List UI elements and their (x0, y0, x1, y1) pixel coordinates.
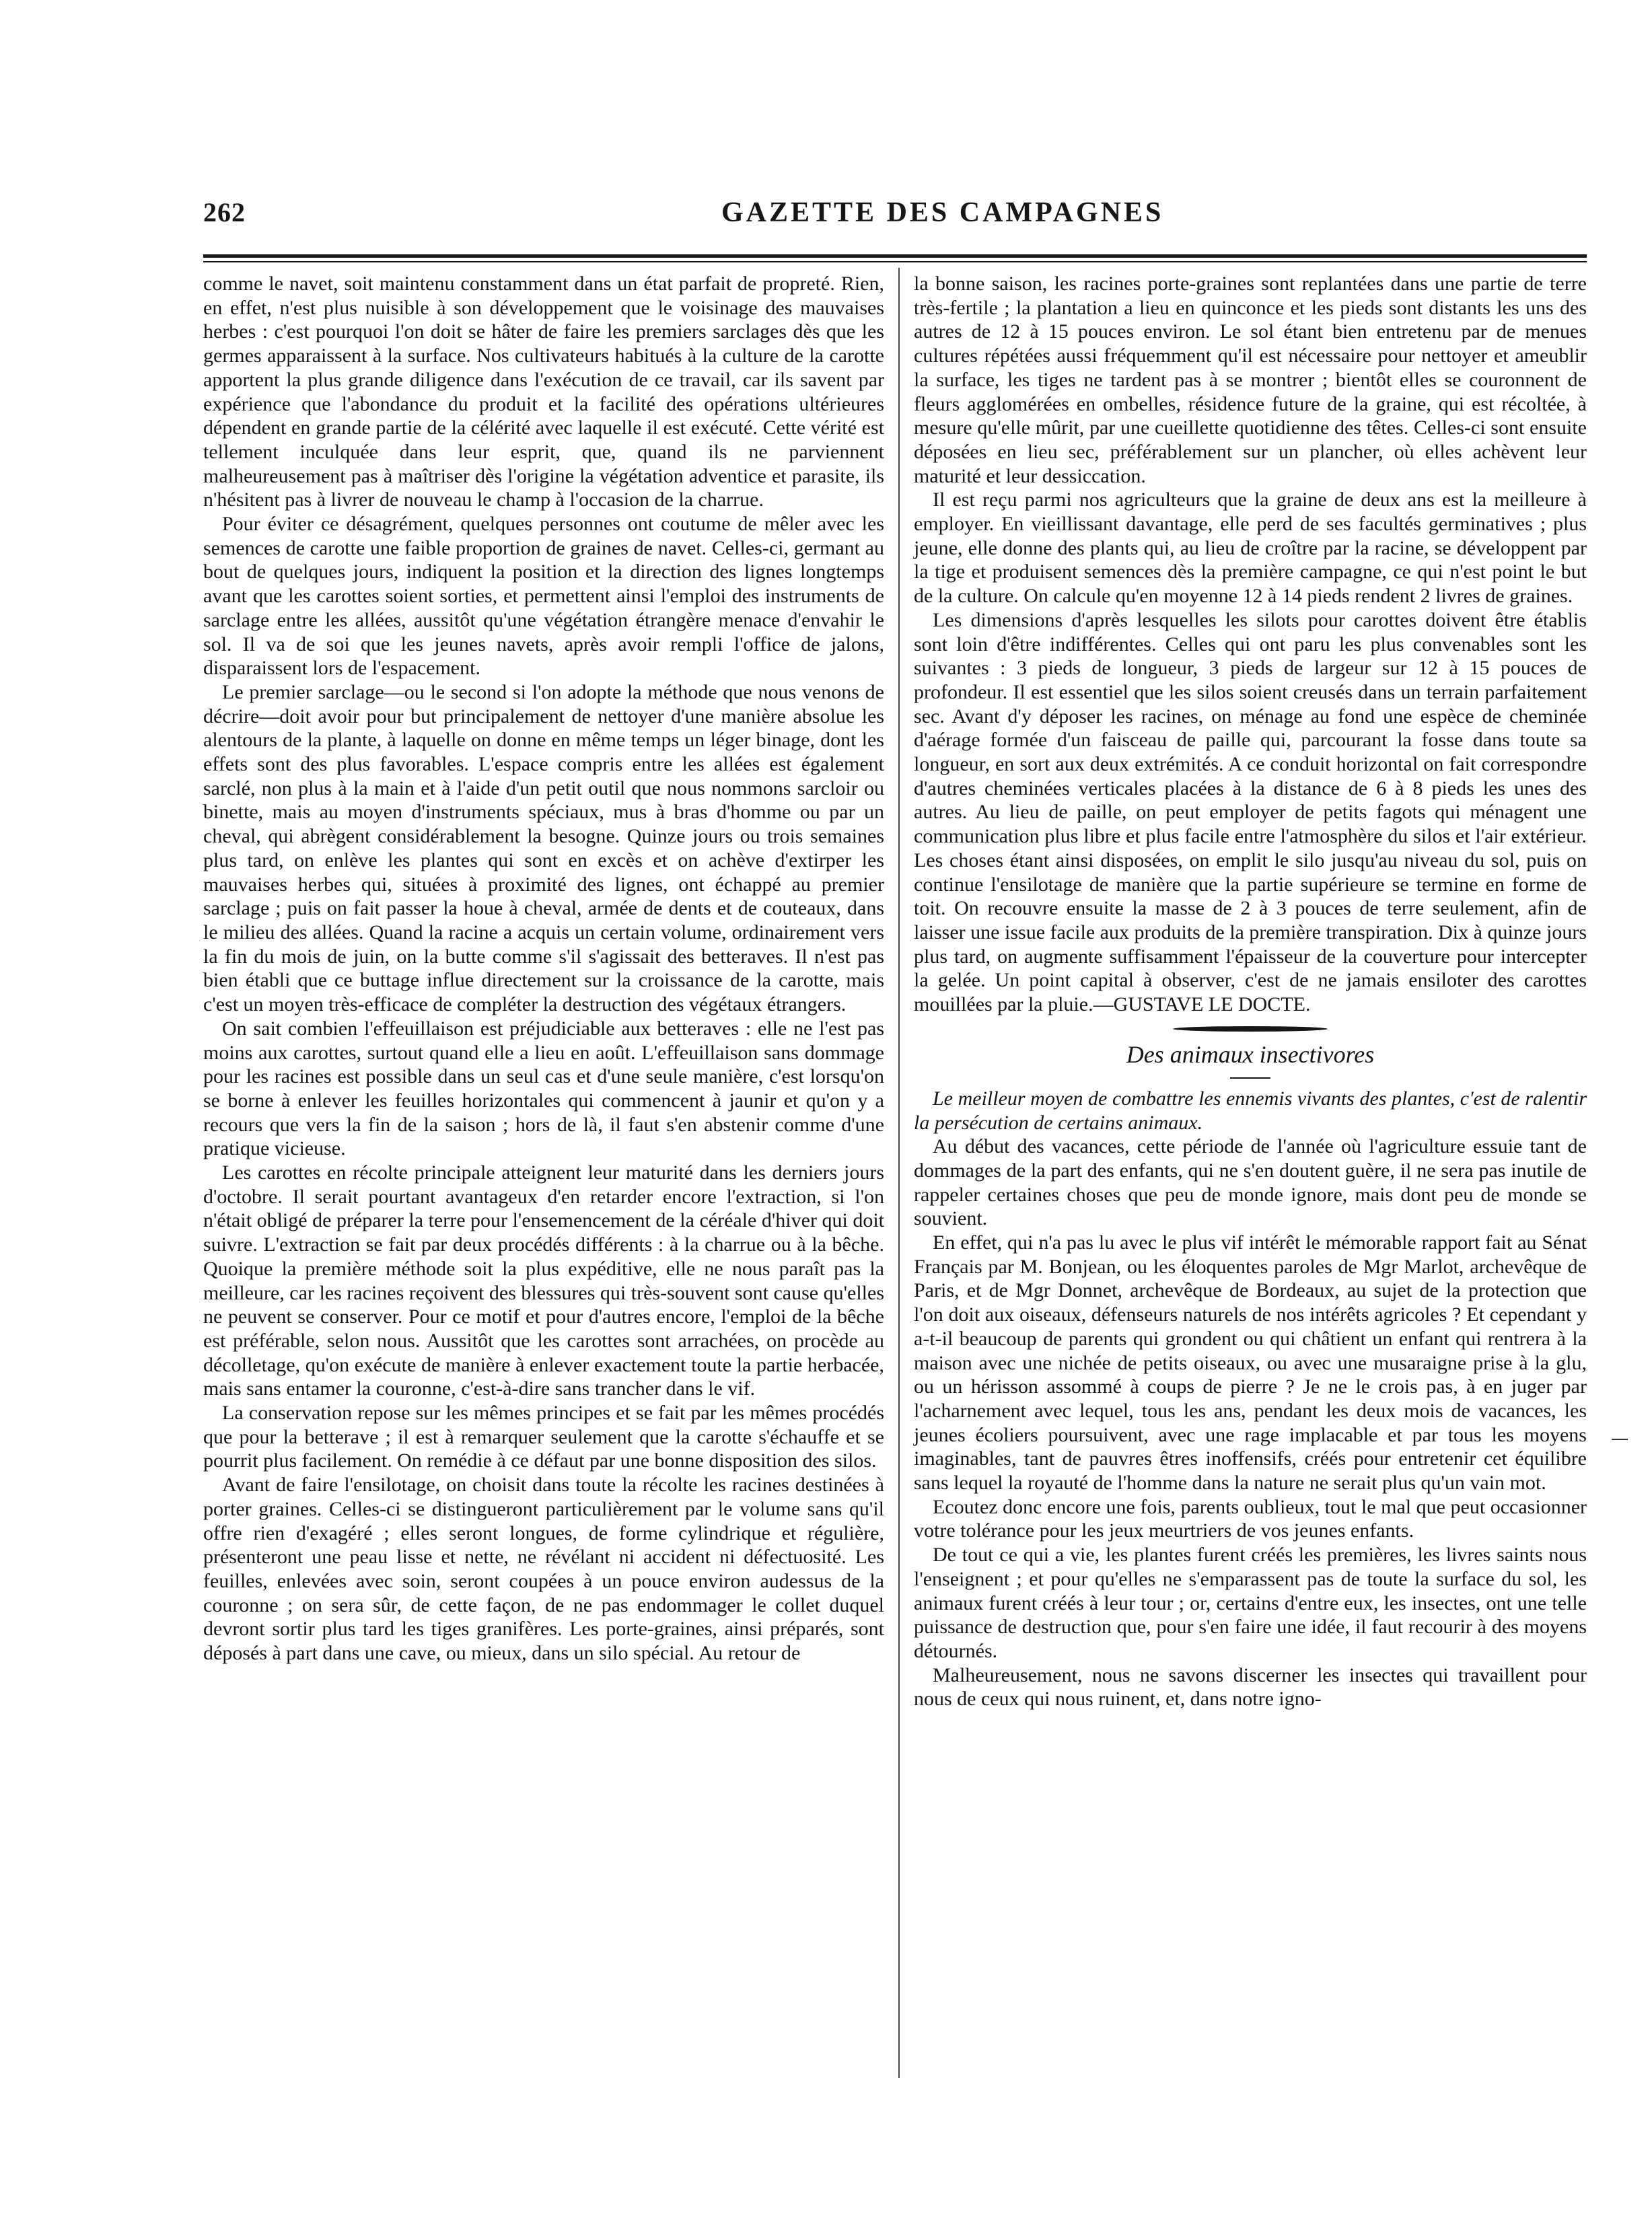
right-paragraph-1: la bonne saison, les racines porte-graines sont replantées dans une partie de terre très-fertile ; la plantation a lieu en quinconce et les pieds sont distants les uns des autres de 12 à 15 pouces environ. Le sol étant bien entretenu par de menues cultures répétées aussi fréquemment qu'il est nécessaire pour nettoyer et ameublir la surface, les tiges ne tardent pas à se montrer ; bientôt elles se couronnent de fleurs agglomérées en ombelles, résidence future de la graine, qui est récoltée, à mesure qu'elle mûrit, par une cueillette quotidienne des têtes. Celles-ci sont ensuite déposées en lieu sec, préférablement sur un plancher, où elles achèvent leur maturité et leur dessiccation. (914, 273, 1587, 487)
right-paragraph-2: Il est reçu parmi nos agriculteurs que la graine de deux ans est la meilleure à employer. En vieillissant davantage, elle perd de ses facultés germinatives ; plus jeune, elle donne des plants qui, au lieu de croître par la racine, se développent par la tige et produisent semences dès la première campagne, ce qui n'est point le but de la culture. On calcule qu'en moyenne 12 à 14 pieds rendent 2 livres de graines. (914, 489, 1587, 608)
epigraph: Le meilleur moyen de combattre les ennemis vivants des plantes, c'est de ralentir la persécution de certains animaux. (914, 1087, 1587, 1134)
right-paragraph-6: Ecoutez donc encore une fois, parents oublieux, tout le mal que peut occasionner votre tolérance pour les jeux meurtriers de vos jeunes enfants. (914, 1495, 1587, 1542)
left-paragraph-4: On sait combien l'effeuillaison est préjudiciable aux betteraves : elle ne l'est pas moins aux carottes, surtout quand elle a lieu en août. L'effeuillaison sans dommage pour les racines est possible dans un seul cas et d'une seule manière, c'est lorsqu'on se borne à enlever les feuilles horizontales qui commencent à jaunir et qu'on y a recours que vers la fin de la saison ; hors de là, il faut s'en abstenir comme d'une pratique vicieuse. (203, 1017, 884, 1160)
left-paragraph-1: comme le navet, soit maintenu constamment dans un état parfait de propreté. Rien, en effet, n'est plus nuisible à son développement que le voisinage des mauvaises herbes : c'est pourquoi l'on doit se hâter de faire les premiers sarclages dès que les germes apparaissent à la surface. Nos cultivateurs habitués à la culture de la carotte apportent la plus grande diligence dans l'exécution de ce travail, car ils savent par expérience que l'abondance du produit et la facilité des opérations ultérieures dépendent en grande partie de la célérité avec laquelle il est exécuté. Cette vérité est tellement inculquée dans leur esprit, que, quand ils ne parviennent malheureusement pas à maîtriser dès l'origine la végétation adventice et parasite, ils n'hésitent pas à livrer de nouveau le champ à l'occasion de la charrue. (203, 273, 884, 511)
section-title: Des animaux insectivores (1126, 1040, 1375, 1068)
right-paragraph-5: En effet, qui n'a pas lu avec le plus vif intérêt le mémorable rapport fait au Sénat Français par M. Bonjean, ou les éloquentes paroles de Mgr Marlot, archevêque de Paris, et de Mgr Donnet, archevêque de Bordeaux, au sujet de la protection que l'on doit aux oiseaux, défenseurs naturels de nos intérêts agricoles ? Et cependant y a-t-il beaucoup de parents qui grondent ou qui châtient un enfant qui rentrera à la maison avec une nichée de petits oiseaux, ou avec une musaraigne prise à la glu, ou un hérisson assommé à coups de pierre ? Je ne le crois pas, à en juger par l'acharnement avec lequel, tous les ans, pendant les deux mois de vacances, les jeunes écoliers poursuivent, avec une rage implacable et par tous les moyens imaginables, tant de pauvres êtres inoffensifs, créés pour entretenir cet équilibre sans lequel la royauté de l'homme dans la nature ne serait plus qu'un vain mot. (914, 1231, 1587, 1495)
article-divider (1173, 1026, 1328, 1032)
margin-mark (1612, 1439, 1628, 1440)
header-rule-thick (203, 254, 1587, 258)
left-paragraph-6: La conservation repose sur les mêmes principes et se fait par les mêmes procédés que pour la betterave ; il est à remarquer seulement que la carotte s'échauffe et se pourrit plus facilement. On remédie à ce défaut par une bonne disposition des silos. (203, 1402, 884, 1472)
right-paragraph-4: Au début des vacances, cette période de l'année où l'agriculture essuie tant de dommages de la part des enfants, qui ne s'en doutent guère, il ne sera pas inutile de rappeler certaines choses que peu de monde ignore, mais dont peu de monde se souvient. (914, 1135, 1587, 1230)
page-number: 262 (203, 197, 246, 227)
running-title: GAZETTE DES CAMPAGNES (721, 197, 1164, 228)
right-paragraph-8: Malheureusement, nous ne savons discerner les insectes qui travaillent pour nous de ceux qui nous ruinent, et, dans notre igno- (914, 1663, 1587, 1711)
right-column (914, 272, 1587, 1711)
column-divider (898, 268, 900, 2078)
right-paragraph-3: Les dimensions d'après lesquelles les silots pour carottes doivent être établis sont loin d'être indifférentes. Celles qui ont paru les plus convenables sont les suivantes : 3 pieds de longueur, 3 pieds de largeur sur 12 à 15 pouces de profondeur. Il est essentiel que les silos soient creusés dans un terrain parfaitement sec. Avant d'y déposer les racines, on ménage au fond une espèce de cheminée d'aérage formée d'un faisceau de paille qui, parcourant la fosse dans toute sa longueur, en sort aux deux extrémités. A ce conduit horizontal on fait correspondre d'autres cheminées verticales placées à la distance de 6 à 8 pieds les unes des autres. Au lieu de paille, on peut employer de petits fagots qui ménagent une communication plus libre et plus facile entre l'atmosphère du silos et l'air extérieur. Les choses étant ainsi disposées, on emplit le silo jusqu'au niveau du sol, puis on continue l'ensilotage de manière que la partie supérieure se termine en forme de toit. On recouvre ensuite la masse de 2 à 3 pouces de terre seulement, afin de laisser une issue facile aux produits de la première transpiration. Dix à quinze jours plus tard, on augmente suffisamment l'épaisseur de la couverture pour intercepter la gelée. Un point capital à observer, c'est de ne jamais ensiloter des carottes mouillées par la pluie.—GUSTAVE LE DOCTE. (914, 608, 1587, 1016)
right-paragraph-7: De tout ce qui a vie, les plantes furent créés les premières, les livres saints nous l'enseignent ; et pour qu'elles ne s'emparassent pas de toute la surface du sol, les animaux furent créés à leur tour ; or, certains d'entre eux, les insectes, ont une telle puissance de destruction que, pour s'en faire une idée, il faut recourir à des moyens détournés. (914, 1544, 1587, 1662)
left-paragraph-7: Avant de faire l'ensilotage, on choisit dans toute la récolte les racines destinées à porter graines. Celles-ci se distingueront particulièrement par le volume sans qu'il offre rien d'exagéré ; elles seront longues, de forme cylindrique et régulière, présenteront une peau lisse et nette, ne révélant ni accident ni défectuosité. Les feuilles, enlevées avec soin, seront coupées à un pouce environ audessus de la couronne ; on sera sûr, de cette façon, de ne pas endommager le collet duquel devront sortir plus tard les tiges granifères. Les porte-graines, ainsi préparés, sont déposés à part dans une cave, ou mieux, dans un silo spécial. Au retour de (203, 1474, 884, 1665)
section-title-rule (1230, 1077, 1270, 1079)
left-paragraph-5: Les carottes en récolte principale atteignent leur maturité dans les derniers jours d'octobre. Il serait pourtant avantageux d'en retarder encore l'extraction, si l'on n'était obligé de préparer la terre pour l'ensemencement de la céréale d'hiver qui doit suivre. L'extraction se fait par deux procédés différents : à la charrue ou à la bêche. Quoique la première méthode soit la plus expéditive, elle ne nous paraît pas la meilleure, car les racines reçoivent des blessures qui très-souvent sont cause qu'elles ne peuvent se conserver. Pour ce motif et pour d'autres encore, l'emploi de la bêche est préférable, selon nous. Aussitôt que les carottes sont arrachées, on procède au décolletage, qu'on exécute de manière à enlever exactement toute la partie herbacée, mais sans entamer la couronne, c'est-à-dire sans trancher dans le vif. (203, 1161, 884, 1400)
left-column (203, 272, 884, 1665)
left-paragraph-3: Le premier sarclage—ou le second si l'on adopte la méthode que nous venons de décrire—doit avoir pour but principalement de nettoyer d'une manière absolue les alentours de la plante, à laquelle on donne en même temps un léger binage, dont les effets sont des plus favorables. L'espace compris entre les allées est également sarclé, non plus à la main et à l'aide d'un petit outil que nous nommons sarcloir ou binette, mais au moyen d'instruments spéciaux, mus à bras d'homme ou par un cheval, qui abrègent considérablement la besogne. Quinze jours ou trois semaines plus tard, on enlève les plantes qui sont en excès et on achève d'extirper les mauvaises herbes qui, situées à proximité des lignes, ont échappé au premier sarclage ; puis on fait passer la houe à cheval, armée de dents et de couteaux, dans le milieu des allées. Quand la racine a acquis un certain volume, ordinairement vers la fin du mois de juin, on la butte comme s'il s'agissait des betteraves. Il n'est pas bien établi que ce buttage influe directement sur la croissance de la carotte, mais c'est un moyen très-efficace de compléter la destruction des végétaux étrangers. (203, 680, 884, 1016)
left-paragraph-2: Pour éviter ce désagrément, quelques personnes ont coutume de mêler avec les semences de carotte une faible proportion de graines de navet. Celles-ci, germant au bout de quelques jours, indiquent la position et la direction des lignes longtemps avant que les carottes soient sorties, et permettent ainsi l'emploi des instruments de sarclage entre les allées, aussitôt qu'une végétation étrangère menace d'envahir le sol. Il va de soi que les jeunes navets, après avoir rempli l'office de jalons, disparaissent lors de l'espacement. (203, 513, 884, 680)
header-rule-thin (203, 261, 1587, 262)
